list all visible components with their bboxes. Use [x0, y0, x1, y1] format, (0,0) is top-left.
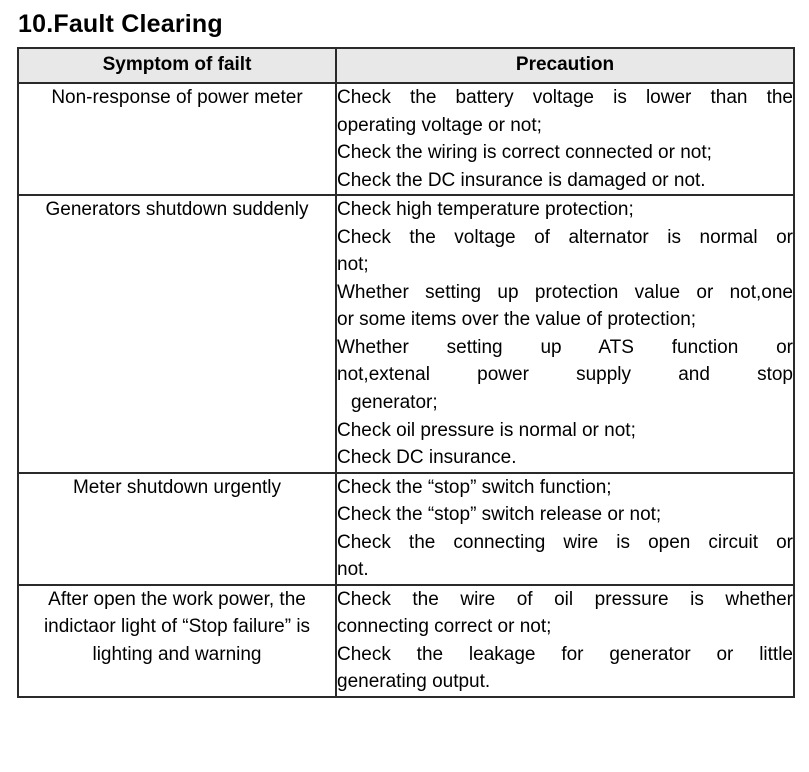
- precaution-line: operating voltage or not;: [337, 114, 542, 136]
- page-title: 10.Fault Clearing: [18, 10, 223, 38]
- precaution-line: connecting correct or not;: [337, 616, 552, 638]
- precaution-line: Check the wire of oil pressure is whether: [337, 588, 793, 610]
- symptom-cell: Non-response of power meter: [18, 83, 336, 195]
- column-header-precaution: Precaution: [336, 48, 794, 83]
- precaution-line: not.: [337, 559, 369, 581]
- precaution-line: Whether setting up ATS function or: [337, 336, 793, 358]
- table-body: [18, 83, 794, 697]
- precaution-line: Check DC insurance.: [337, 447, 517, 469]
- precaution-line: Check oil pressure is normal or not;: [337, 419, 636, 441]
- column-header-symptom: Symptom of failt: [18, 48, 336, 83]
- table-row: [18, 195, 794, 472]
- document-page: [0, 10, 809, 772]
- precaution-line: Check the “stop” switch release or not;: [337, 504, 662, 526]
- precaution-line: Check the connecting wire is open circuit or: [337, 531, 793, 553]
- table-header: [18, 48, 794, 83]
- fault-clearing-table: [17, 47, 795, 698]
- precaution-line: Check the voltage of alternator is normal or: [337, 226, 793, 248]
- precaution-cell: [336, 585, 794, 697]
- precaution-cell: [336, 195, 794, 472]
- precaution-cell: [336, 473, 794, 585]
- precaution-line: Whether setting up protection value or not,one: [337, 281, 793, 303]
- precaution-line: not;: [337, 254, 369, 276]
- table-row: [18, 585, 794, 697]
- symptom-cell: Meter shutdown urgently: [18, 473, 336, 585]
- precaution-cell: [336, 83, 794, 195]
- table-row: [18, 473, 794, 585]
- precaution-line: or some items over the value of protection;: [337, 309, 697, 331]
- symptom-cell: Generators shutdown suddenly: [18, 195, 336, 472]
- precaution-line: Check the “stop” switch function;: [337, 476, 612, 498]
- precaution-line: Check high temperature protection;: [337, 199, 634, 221]
- precaution-line: generator;: [351, 392, 438, 414]
- symptom-cell: After open the work power, the indictaor light of “Stop failure” is lighting and warning: [18, 585, 336, 697]
- precaution-line: Check the leakage for generator or little: [337, 643, 793, 665]
- table-header-row: [18, 48, 794, 83]
- table-row: [18, 83, 794, 195]
- precaution-line: Check the wiring is correct connected or not;: [337, 142, 712, 164]
- precaution-line: not,extenal power supply and stop: [337, 364, 793, 386]
- precaution-line: Check the DC insurance is damaged or not.: [337, 169, 706, 191]
- precaution-line: Check the battery voltage is lower than the: [337, 87, 793, 108]
- precaution-line: generating output.: [337, 671, 491, 693]
